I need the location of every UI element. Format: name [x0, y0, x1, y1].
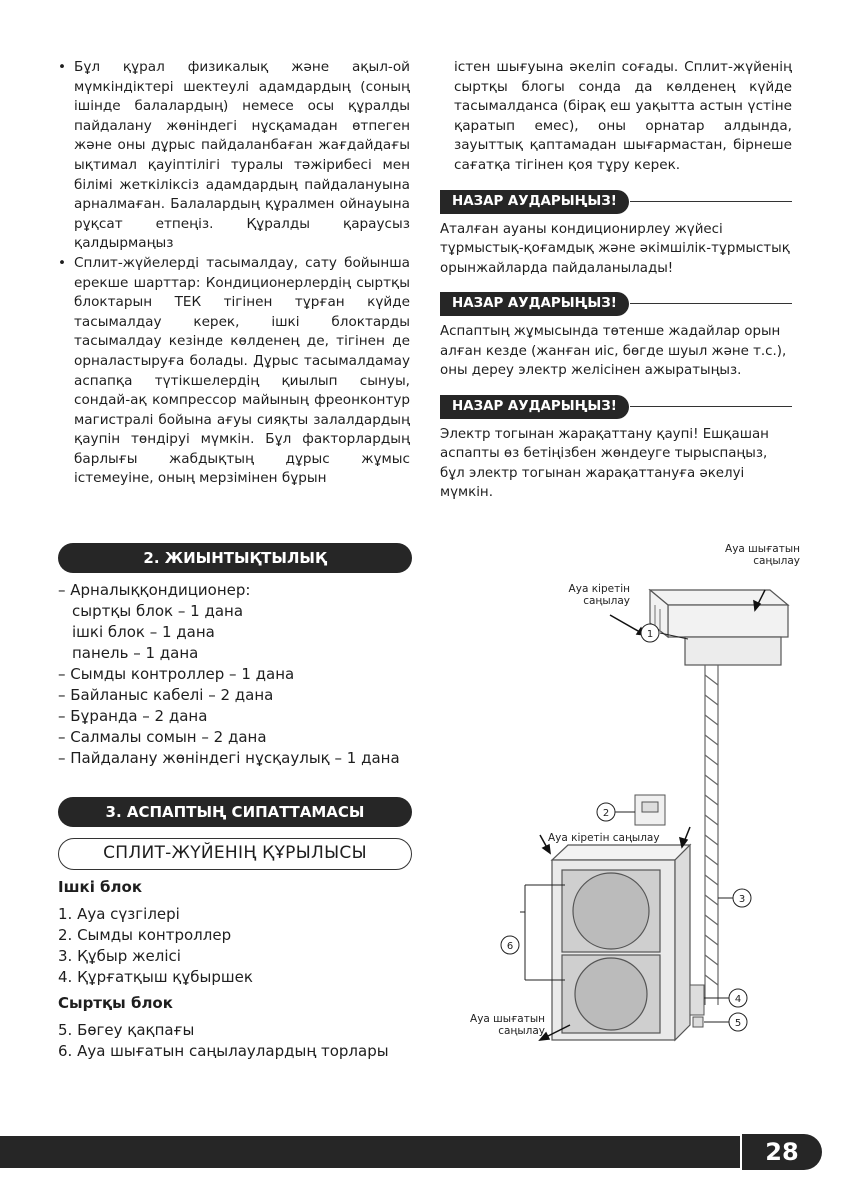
section-2-title: 2. ЖИЫНТЫҚТЫЛЫҚ	[58, 543, 412, 573]
bullet-item: • Бұл құрал физикалық және ақыл-ой мүмкіндіктері шектеулі адамдардың (соның ішінде балалардың) немесе осы құралды пайдалану жөніндегі нұсқамадан өтпеген және оны дұрыс пайдаланбаған жағдайдағы ықтимал қауіптілігі туралы тәжірибесі мен білімі жеткіліксіз адамдардың пайдалануына арналмаған. Балалардың құралмен ойнауына рұқсат етпеңіз. Құралды қараусыз қалдырмаңыз	[58, 58, 410, 254]
notice-block	[440, 395, 792, 503]
list-item: 6. Ауа шығатын саңылаулардың торлары	[58, 1042, 389, 1060]
divider	[630, 303, 792, 304]
split-system-diagram	[440, 535, 840, 1075]
notice-block	[440, 190, 792, 279]
outdoor-heading: Сыртқы блок	[58, 994, 173, 1012]
split-system-illustration	[440, 535, 840, 1075]
section-3-title: 3. АСПАПТЫҢ СИПАТТАМАСЫ	[58, 797, 412, 827]
label-outlet-bottom: Ауа шығатын саңылау	[470, 1013, 545, 1037]
service-valve	[690, 985, 704, 1027]
label-inlet-mid: Ауа кіретін саңылау	[548, 832, 660, 844]
list-item: – Салмалы сомын – 2 дана	[58, 728, 267, 746]
callout-1: 1	[646, 629, 654, 640]
list-item: 4. Құрғатқыш құбыршек	[58, 968, 253, 986]
indoor-heading: Ішкі блок	[58, 878, 143, 896]
continuation-paragraph: істен шығуына әкеліп соғады. Сплит-жүйенің сыртқы блогы сонда да көлденең күйде тасымалданса (бірақ еш уақытта астын үстіне қаратып емес), оны орнатар алдында, зауыттық қаптамадан шығармастан, бірнеше сағатқа тігінен қоя тұру керек.	[454, 59, 792, 173]
list-item: – Сымды контроллер – 1 дана	[58, 665, 295, 683]
callout-6: 6	[506, 941, 514, 952]
notice-block	[440, 292, 792, 381]
package-list	[58, 580, 400, 769]
label-inlet-top: Ауа кіретін саңылау	[568, 583, 630, 607]
wired-controller	[635, 795, 665, 825]
list-item: – Арналыққондиционер:	[58, 581, 251, 599]
list-item: – Пайдалану жөніндегі нұсқаулық – 1 дана	[58, 749, 400, 767]
list-item: – Байланыс кабелі – 2 дана	[58, 686, 274, 704]
list-item: 3. Құбыр желісі	[58, 947, 181, 965]
callout-2: 2	[602, 808, 610, 819]
list-item: 5. Бөгеу қақпағы	[58, 1021, 195, 1039]
list-item: панель – 1 дана	[72, 644, 199, 662]
indoor-list	[58, 904, 253, 988]
page-number: 28	[742, 1134, 822, 1170]
callout-3: 3	[738, 894, 746, 905]
callout-4: 4	[734, 994, 742, 1005]
pipe-line	[705, 665, 718, 1005]
list-item: сыртқы блок – 1 дана	[72, 602, 244, 620]
safety-bullets	[58, 58, 410, 489]
list-item: ішкі блок – 1 дана	[72, 623, 215, 641]
right-column	[440, 58, 792, 503]
divider	[630, 201, 792, 202]
callout-5: 5	[734, 1018, 742, 1029]
notice-text: Электр тогынан жарақаттану қаупі! Ешқашан аспапты өз бетіңізбен жөндеуге тырыспаңыз, бұл электр тогынан жарақаттануға әкелуі мүмкін.	[440, 426, 769, 501]
notice-title: НАЗАР АУДАРЫҢЫЗ!	[440, 292, 629, 316]
list-item: – Бұранда – 2 дана	[58, 707, 208, 725]
subsection-title: СПЛИТ-ЖҮЙЕНІҢ ҚҰРЫЛЫСЫ	[58, 838, 412, 870]
divider	[630, 406, 792, 407]
outdoor-unit	[552, 845, 690, 1040]
list-item: 1. Ауа сүзгілері	[58, 905, 180, 923]
notice-text: Аталған ауаны кондиционирлеу жүйесі тұрмыстық-қоғамдық және әкімшілік-тұрмыстық орынжайларда пайдаланылады!	[440, 221, 790, 276]
notice-title: НАЗАР АУДАРЫҢЫЗ!	[440, 395, 629, 419]
footer-bar	[0, 1136, 740, 1168]
bullet-item: • Сплит-жүйелерді тасымалдау, сату бойынша ерекше шарттар: Кондиционерлердің сыртқы блоктарын ТЕК тігінен тұрған күйде тасымалдау керек, ішкі блоктарды тасымалдау кезінде көлденең де, тігінен де орналастыруға болады. Дұрыс тасымалдамау аспапқа түтікшелердің қиылып сынуы, сондай-ақ компрессор майының фреонконтур магистралі бойына ағуы сияқты залалдардың қаупін төндіруі мүмкін. Бұл факторлардың барлығы жабдықтың дұрыс жұмыс істемеуіне, оның мерзімінен бұрын	[58, 254, 410, 489]
notice-title: НАЗАР АУДАРЫҢЫЗ!	[440, 190, 629, 214]
indoor-unit	[650, 590, 788, 665]
list-item: 2. Сымды контроллер	[58, 926, 232, 944]
label-outlet-top: Ауа шығатын саңылау	[725, 543, 800, 567]
outdoor-list	[58, 1020, 389, 1062]
notice-text: Аспаптың жұмысында төтенше жадайлар орын алған кезде (жанған иіс, бөгде шуыл және т.с.), оны дереу электр желісінен ажыратыңыз.	[440, 324, 787, 379]
